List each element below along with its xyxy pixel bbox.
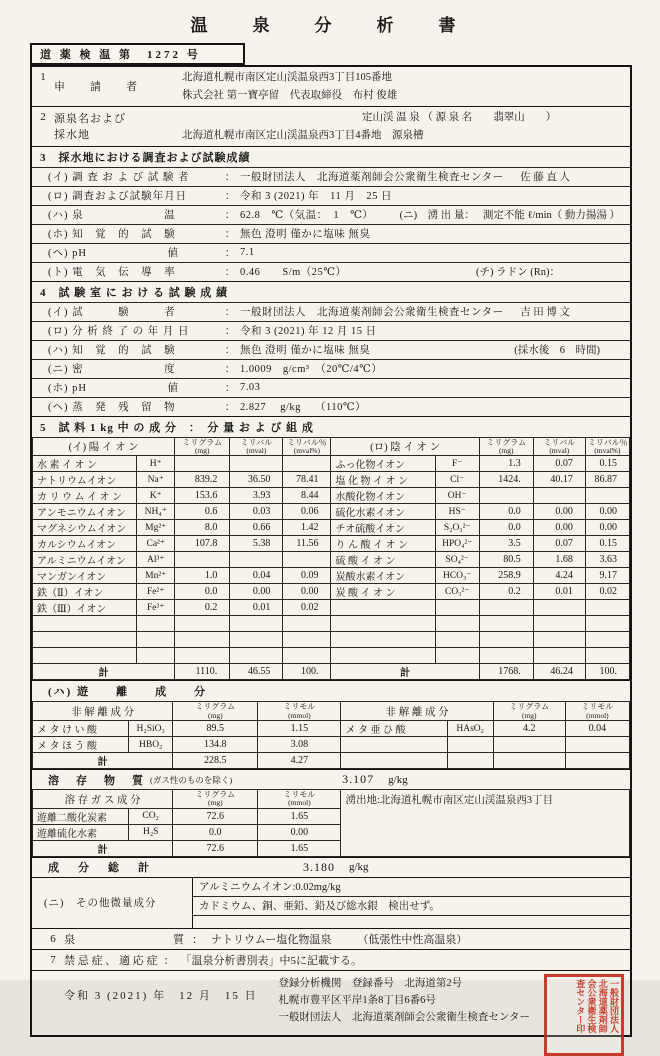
gas-table-header: 溶 存 ガ ス 成 分 [33, 790, 173, 809]
cation-mvalp [283, 648, 331, 664]
contraindications-value: 「温泉分析書別表」中5に記載する。 [180, 954, 362, 967]
dissolved-matter-row [32, 769, 630, 789]
cation-mg [175, 456, 230, 472]
anion-mval: 0.01 [533, 584, 585, 600]
anion-mvalp [585, 616, 629, 632]
cation-mvalp [283, 552, 331, 568]
free-mmol [565, 753, 629, 769]
gas-mg: 0.0 [173, 824, 258, 840]
free-row [33, 737, 630, 753]
cation-mvalp: 11.56 [283, 536, 331, 552]
cation-name: カルシウムイオン [33, 536, 137, 552]
ion-row [33, 520, 630, 536]
cation-mval: 0.66 [230, 520, 283, 536]
anion-mval: 0.07 [533, 536, 585, 552]
cation-formula: Al³⁺ [137, 552, 175, 568]
lab-row-ph: (ホ) pH 値 ： 7.03 [32, 378, 630, 397]
anion-name: 水酸化物イオン [331, 488, 435, 504]
cation-formula: K⁺ [137, 488, 175, 504]
agency-address-line: 札幌市豊平区平岸1条8丁目6番6号 [278, 994, 436, 1006]
anion-formula: Cl⁻ [435, 472, 479, 488]
anion-name: 硫 酸 イ オ ン [331, 552, 435, 568]
gas-total-mmol: 1.65 [258, 840, 341, 856]
anion-formula: SO₄²⁻ [435, 552, 479, 568]
cation-formula [137, 648, 175, 664]
anion-formula: HCO₃⁻ [435, 568, 479, 584]
trace-components-block [32, 877, 630, 928]
anion-mvalp: 9.17 [585, 568, 629, 584]
anion-formula: HS⁻ [435, 504, 479, 520]
anion-mvalp: 0.02 [585, 584, 629, 600]
ion-row [33, 552, 630, 568]
unit-mval: ミリバル (mval) [533, 437, 585, 456]
cation-total-mvalp: 100. [283, 664, 331, 680]
anion-name: ふっ化物イオン [331, 456, 435, 472]
anion-formula [435, 632, 479, 648]
free-total-label: 計 [33, 753, 173, 769]
cation-mvalp: 0.09 [283, 568, 331, 584]
cation-mval [230, 552, 283, 568]
grand-total-unit: g/kg [349, 861, 369, 874]
cation-mg [175, 616, 230, 632]
cation-mval [230, 632, 283, 648]
cation-mg [175, 552, 230, 568]
dissolved-unit: g/kg [388, 773, 408, 786]
field-row-temperature: (ハ) 泉 温 ： 62.8 ℃（気温： 1 ℃） (ニ) 湧 出 量： 測定不能 ℓ/min（ 動力揚湯 ） [32, 205, 630, 224]
anion-mg: 0.2 [479, 584, 533, 600]
cation-name [33, 632, 137, 648]
section-spring-quality [32, 928, 630, 949]
footer [32, 970, 630, 1035]
ion-table [32, 437, 630, 681]
anion-total-mval: 46.24 [533, 664, 585, 680]
anion-mval: 40.17 [533, 472, 585, 488]
cation-mval: 3.93 [230, 488, 283, 504]
quality-label-right: 質 [173, 933, 184, 946]
section-applicant [32, 67, 630, 106]
anion-mg [479, 648, 533, 664]
page-title: 温 泉 分 析 書 [190, 16, 470, 35]
cation-mval: 36.50 [230, 472, 283, 488]
cation-mvalp: 0.02 [283, 600, 331, 616]
cation-total-mg: 1110. [175, 664, 230, 680]
free-formula: H₂SiO₃ [129, 721, 173, 737]
free-mg [493, 737, 565, 753]
section-contraindications [32, 949, 630, 970]
free-mg: 89.5 [173, 721, 258, 737]
ion-row [33, 536, 630, 552]
anion-mg: 1.3 [479, 456, 533, 472]
free-formula: HAsO₂ [447, 721, 493, 737]
cation-formula: NH₄⁺ [137, 504, 175, 520]
anion-formula: S₂O₃²⁻ [435, 520, 479, 536]
gas-formula: CO₂ [129, 808, 173, 824]
cation-total-label: 計 [33, 664, 175, 680]
anion-formula [435, 600, 479, 616]
issue-date: 令和 3 (2021) 年 12 月 15 日 [64, 989, 258, 1002]
cation-name: 鉄（Ⅱ）イオン [33, 584, 137, 600]
section-number: 5 [40, 421, 47, 434]
quality-label-left: 泉 [64, 933, 77, 946]
anion-formula: CO₃²⁻ [435, 584, 479, 600]
section-number: 7 [50, 953, 56, 966]
cation-formula [137, 632, 175, 648]
free-col-label: 非 解 離 成 分 [33, 702, 173, 721]
cation-header: (イ) 陽 イ オ ン [33, 437, 175, 456]
gas-mg: 72.6 [173, 808, 258, 824]
cation-name: 水 素 イ オ ン [33, 456, 137, 472]
cation-mg: 839.2 [175, 472, 230, 488]
quality-value: ナトリウムー塩化物温泉 [211, 933, 332, 946]
trace-line-empty [193, 915, 630, 928]
free-total-mmol: 4.27 [258, 753, 341, 769]
contraindications-label: 禁 忌 症 、 適 応 症 [64, 954, 158, 967]
free-name [341, 737, 447, 753]
unit-mvalp: ミリバル％ (mval%) [283, 437, 331, 456]
cation-formula: Ca²⁺ [137, 536, 175, 552]
source-name: 定山渓 温 泉 （ 源 泉 名 翡翠山 ） [362, 111, 557, 123]
anion-mvalp [585, 600, 629, 616]
cation-mvalp: 8.44 [283, 488, 331, 504]
grand-total-value: 3.180 [303, 859, 335, 874]
cation-mvalp: 0.06 [283, 504, 331, 520]
anion-mval: 0.00 [533, 504, 585, 520]
anion-name [331, 632, 435, 648]
anion-name [331, 616, 435, 632]
gas-total-label: 計 [33, 840, 173, 856]
anion-name: 炭酸水素イオン [331, 568, 435, 584]
cation-mg: 0.2 [175, 600, 230, 616]
lab-row-examiner: (イ) 試 験 者 ： 一般財団法人 北海道薬剤師会公衆衛生検査センター 吉 田 博 文 [32, 302, 630, 321]
trace-line-heavy-metals: カドミウム、銅、亜鉛、鉛及び総水銀 検出せず。 [193, 896, 630, 915]
free-formula [447, 737, 493, 753]
ion-row [33, 456, 630, 472]
gas-name: 遊離二酸化炭素 [33, 808, 129, 824]
cation-mval: 0.03 [230, 504, 283, 520]
free-mg: 134.8 [173, 737, 258, 753]
trace-line-aluminium: アルミニウムイオン:0.02mg/kg [199, 882, 341, 894]
cation-mg: 1.0 [175, 568, 230, 584]
anion-mg: 258.9 [479, 568, 533, 584]
free-name [341, 753, 447, 769]
cation-mg: 8.0 [175, 520, 230, 536]
lab-row-density: (ニ) 密 度 ： 1.0009 g/cm³ （20℃/4℃） [32, 359, 630, 378]
lab-row-date: (ロ) 分 析 終 了 の 年 月 日 ： 令和 3 (2021) 年 12 月 15 日 [32, 321, 630, 340]
cation-mg: 153.6 [175, 488, 230, 504]
cation-formula: Mn²⁺ [137, 568, 175, 584]
ion-total-row [33, 664, 630, 680]
anion-mg: 0.0 [479, 520, 533, 536]
cation-mval [230, 456, 283, 472]
quality-note: （低張性中性高温泉） [357, 933, 468, 946]
anion-mvalp: 0.00 [585, 504, 629, 520]
unit-mmol: ミリモル (mmol) [565, 702, 629, 721]
anion-formula: OH⁻ [435, 488, 479, 504]
anion-mg: 3.5 [479, 536, 533, 552]
free-mg [493, 753, 565, 769]
free-mmol [565, 737, 629, 753]
anion-formula [435, 648, 479, 664]
cation-mvalp: 78.41 [283, 472, 331, 488]
free-total-mg: 228.5 [173, 753, 258, 769]
cation-name: カ リ ウ ム イ オ ン [33, 488, 137, 504]
anion-total-label: 計 [331, 664, 479, 680]
section-source [32, 106, 630, 146]
gas-name: 遊離硫化水素 [33, 824, 129, 840]
applicant-address: 北海道札幌市南区定山渓温泉西3丁目105番地 [182, 72, 392, 83]
anion-name: 塩 化 物 イ オ ン [331, 472, 435, 488]
anion-mval [533, 632, 585, 648]
lab-test-heading: 試 験 室 に お け る 試 験 成 績 [58, 286, 228, 299]
colon: ： [192, 933, 203, 946]
section-composition [32, 416, 630, 928]
anion-mvalp [585, 488, 629, 504]
anion-mvalp: 0.15 [585, 536, 629, 552]
free-formula [447, 753, 493, 769]
unit-mg: ミリグラム (mg) [479, 437, 533, 456]
anion-mg [479, 488, 533, 504]
section-lab-test [32, 281, 630, 416]
anion-mval: 4.24 [533, 568, 585, 584]
unit-mg: ミリグラム (mg) [175, 437, 230, 456]
gas-mmol: 0.00 [258, 824, 341, 840]
section-field-survey [32, 146, 630, 281]
section-number: 1 [40, 71, 46, 83]
anion-mg: 80.5 [479, 552, 533, 568]
cation-mg: 107.8 [175, 536, 230, 552]
ion-row [33, 648, 630, 664]
free-total-row [33, 753, 630, 769]
unit-mg: ミリグラム (mg) [173, 702, 258, 721]
cation-name: アンモニウムイオン [33, 504, 137, 520]
section-number: 4 [40, 286, 47, 299]
ion-row [33, 616, 630, 632]
cation-mval: 5.38 [230, 536, 283, 552]
gas-total-mg: 72.6 [173, 840, 258, 856]
composition-heading: 試 料 1 kg 中 の 成 分 ： 分 量 お よ び 組 成 [58, 421, 314, 434]
field-row-examiner: (イ) 調 査 お よ び 試 験 者 ： 一般財団法人 北海道薬剤師会公衆衛生検査センター 佐 藤 直 人 [32, 167, 630, 186]
agency-seal-stamp: 一般財団法人 北海道薬剤師 会公衆衛生検 査センター印 [544, 974, 624, 1056]
cation-name: マンガンイオン [33, 568, 137, 584]
free-formula: HBO₂ [129, 737, 173, 753]
cation-mvalp [283, 632, 331, 648]
cation-name [33, 616, 137, 632]
unit-mmol: ミリモル (mmol) [258, 790, 341, 809]
applicant-name: 株式会社 第一寶亭留 代表取締役 布村 俊雄 [182, 90, 398, 102]
field-row-ph: (ヘ) pH 値 ： 7.1 [32, 243, 630, 262]
field-row-date: (ロ) 調査および試験年月日 ： 令和 3 (2021) 年 11 月 25 日 [32, 186, 630, 205]
spring-location: 湧出地:北海道札幌市南区定山渓温泉西3丁目 [341, 790, 630, 857]
cation-mg: 0.6 [175, 504, 230, 520]
anion-mval [533, 488, 585, 504]
cation-mvalp: 1.42 [283, 520, 331, 536]
free-row [33, 721, 630, 737]
applicant-label: 申 請 者 [54, 81, 138, 94]
document-body [30, 65, 632, 1037]
free-mmol: 1.15 [258, 721, 341, 737]
cation-formula: Fe³⁺ [137, 600, 175, 616]
registered-agency-line: 登録分析機関 登録番号 北海道第2号 [278, 977, 463, 989]
section-number: 3 [40, 151, 47, 164]
cation-mval: 0.01 [230, 600, 283, 616]
gas-header-row [33, 790, 630, 809]
source-label-top: 源泉名および [54, 113, 126, 126]
cation-name [33, 648, 137, 664]
cation-mval: 0.04 [230, 568, 283, 584]
grand-total-row [32, 857, 630, 877]
cation-mval [230, 616, 283, 632]
cation-mg [175, 648, 230, 664]
anion-mvalp [585, 648, 629, 664]
anion-formula: F⁻ [435, 456, 479, 472]
free-name: メ タ ほ う 酸 [33, 737, 129, 753]
source-label-bottom: 採水地 [54, 129, 90, 142]
free-mmol: 0.04 [565, 721, 629, 737]
grand-total-label: 成 分 総 計 [48, 862, 153, 875]
anion-mval: 0.00 [533, 520, 585, 536]
cation-name: 鉄（Ⅲ）イオン [33, 600, 137, 616]
cation-name: ナトリウムイオン [33, 472, 137, 488]
anion-formula [435, 616, 479, 632]
cation-formula [137, 616, 175, 632]
cation-formula: H⁺ [137, 456, 175, 472]
free-mmol: 3.08 [258, 737, 341, 753]
cation-formula: Fe²⁺ [137, 584, 175, 600]
cation-mvalp [283, 456, 331, 472]
free-header-row [33, 702, 630, 721]
free-components-heading: (ハ) 遊 離 成 分 [32, 680, 630, 701]
anion-mg [479, 616, 533, 632]
cation-formula: Na⁺ [137, 472, 175, 488]
anion-mval: 0.07 [533, 456, 585, 472]
anion-name [331, 600, 435, 616]
colon: ： [163, 954, 175, 967]
dissolved-note: (ガス性のものを除く) [150, 774, 233, 785]
anion-name: チオ硫酸イオン [331, 520, 435, 536]
trace-label: (ニ) その他微量成分 [44, 898, 157, 910]
dissolved-gas-table [32, 789, 630, 857]
cation-mval: 0.00 [230, 584, 283, 600]
agency-name-line: 一般財団法人 北海道薬剤師会公衆衛生検査センター [278, 1011, 530, 1023]
free-components-table [32, 701, 630, 769]
anion-mvalp: 3.63 [585, 552, 629, 568]
anion-mval [533, 600, 585, 616]
cation-name: アルミニウムイオン [33, 552, 137, 568]
anion-mval: 1.68 [533, 552, 585, 568]
anion-total-mg: 1768. [479, 664, 533, 680]
anion-mvalp [585, 632, 629, 648]
free-mg: 4.2 [493, 721, 565, 737]
section-number: 6 [50, 932, 56, 945]
field-survey-heading: 採水地における調査および試験成績 [58, 151, 251, 164]
unit-mval: ミリバル (mval) [230, 437, 283, 456]
anion-name: 炭 酸 イ オ ン [331, 584, 435, 600]
ion-row [33, 504, 630, 520]
anion-formula: HPO₄²⁻ [435, 536, 479, 552]
dissolved-value: 3.107 [342, 772, 375, 787]
anion-name: り ん 酸 イ オ ン [331, 536, 435, 552]
ion-row [33, 568, 630, 584]
ion-row [33, 472, 630, 488]
document-number-box: 道 薬 検 温 第 1272 号 [30, 43, 245, 65]
unit-mmol: ミリモル (mmol) [258, 702, 341, 721]
anion-name: 硫化水素イオン [331, 504, 435, 520]
anion-mg: 1424. [479, 472, 533, 488]
anion-mg [479, 600, 533, 616]
free-name: メ タ け い 酸 [33, 721, 129, 737]
anion-name [331, 648, 435, 664]
anion-mvalp: 86.87 [585, 472, 629, 488]
cation-mg: 0.0 [175, 584, 230, 600]
lab-row-residue: (ヘ) 蒸 発 残 留 物 ： 2.827 g/kg （110℃） [32, 397, 630, 416]
free-col-label: 非 解 離 成 分 [341, 702, 493, 721]
anion-mvalp: 0.00 [585, 520, 629, 536]
unit-mg: ミリグラム (mg) [493, 702, 565, 721]
anion-mval [533, 648, 585, 664]
section-number: 2 [40, 110, 46, 123]
dissolved-label: 溶 存 物 質 [48, 774, 146, 787]
cation-total-mval: 46.55 [230, 664, 283, 680]
cation-mg [175, 632, 230, 648]
ion-row [33, 584, 630, 600]
ion-table-header-row [33, 437, 630, 456]
cation-name: マグネシウムイオン [33, 520, 137, 536]
anion-mg [479, 632, 533, 648]
anion-mg: 0.0 [479, 504, 533, 520]
cation-formula: Mg²⁺ [137, 520, 175, 536]
field-row-conductivity: (ト) 電 気 伝 導 率 ： 0.46 S/m（25℃） (チ) ラドン (Rn)： [32, 262, 630, 281]
cation-mvalp: 0.00 [283, 584, 331, 600]
unit-mg: ミリグラム (mg) [173, 790, 258, 809]
cation-mval [230, 648, 283, 664]
anion-mval [533, 616, 585, 632]
field-row-sensory: (ホ) 知 覚 的 試 験 ： 無色 澄明 僅かに塩味 無臭 [32, 224, 630, 243]
gas-mmol: 1.65 [258, 808, 341, 824]
gas-formula: H₂S [129, 824, 173, 840]
source-place: 北海道札幌市南区定山渓温泉西3丁目4番地 源泉槽 [182, 130, 424, 142]
unit-mvalp: ミリバル％ (mval%) [585, 437, 629, 456]
cation-mvalp [283, 616, 331, 632]
ion-row [33, 600, 630, 616]
ion-row [33, 488, 630, 504]
ion-row [33, 632, 630, 648]
anion-header: (ロ) 陰 イ オ ン [331, 437, 479, 456]
free-name: メ タ 亜 ひ 酸 [341, 721, 447, 737]
anion-total-mvalp: 100. [585, 664, 629, 680]
anion-mvalp: 0.15 [585, 456, 629, 472]
lab-row-sensory: (ハ) 知 覚 的 試 験 ： 無色 澄明 僅かに塩味 無臭 (採水後 6 時間) [32, 340, 630, 359]
